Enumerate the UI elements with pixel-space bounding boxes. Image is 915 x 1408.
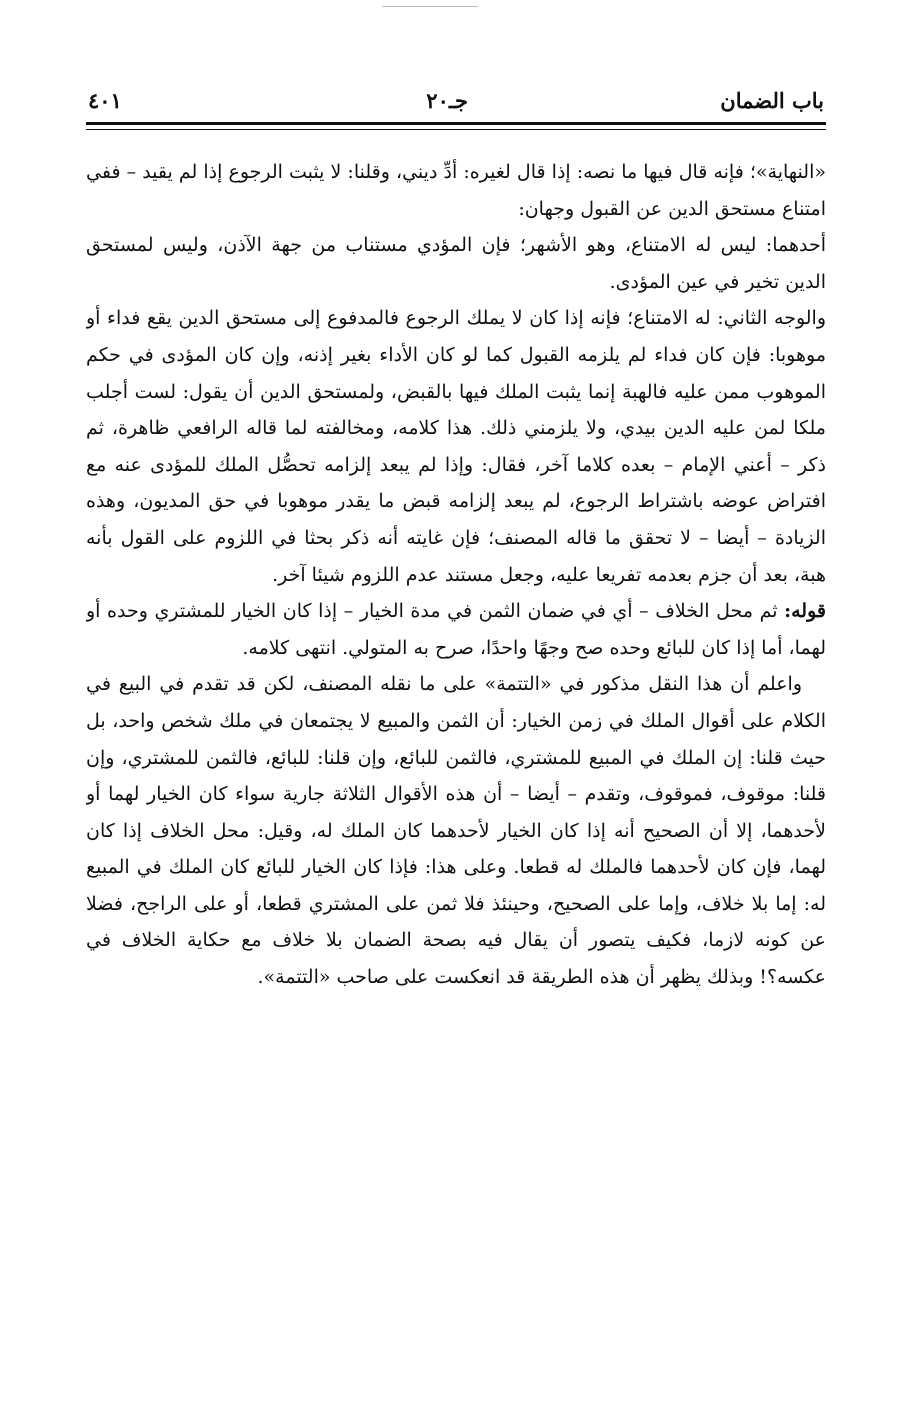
paragraph-1 xyxy=(86,154,826,227)
paragraph-4-text: ثم محل الخلاف – أي في ضمان الثمن في مدة الخيار – إذا كان الخيار للمشتري وحده أو لهما، أما إذا كان للبائع وحده صح وجهًا واحدًا، صرح به المتولي. انتهى كلامه. xyxy=(86,600,826,659)
header-rule-thin xyxy=(86,129,826,130)
paragraph-3-text: والوجه الثاني: له الامتناع؛ فإنه إذا كان لا يملك الرجوع فالمدفوع إلى مستحق الدين يقع فداء أو موهوبا: فإن كان فداء لم يلزمه القبول كما لو كان الأداء بغير إذنه، وإن كان المؤدى في حكم الموهوب ممن عليه فالهبة إنما يثبت الملك فيها بالقبض، ولمستحق الدين أن يقول: لست أجلب ملكا لمن عليه الدين بيدي، ولا يلزمني ذلك. هذا كلامه، ومخالفته لما قاله الرافعي ظاهرة، ثم ذكر – أعني الإمام – بعده كلاما آخر، فقال: وإذا لم يبعد إلزامه تحصُّل الملك للمؤدى عنه مع افتراض عوضه باشتراط الرجوع، لم يبعد إلزامه قبض ما يقدر موهوبا في حق المديون، وهذه الزيادة – أيضا – لا تحقق ما قاله المصنف؛ فإن غايته أنه ذكر بحثا في اللزوم على القول بأنه هبة، بعد أن جزم بعدمه تفريعا عليه، وجعل مستند عدم اللزوم شيئا آخر. xyxy=(86,307,826,586)
volume-number: جـ٢٠ xyxy=(426,88,468,113)
paragraph-3 xyxy=(86,300,826,593)
paragraph-5 xyxy=(86,666,826,995)
paragraph-1-text: «النهاية»؛ فإنه قال فيها ما نصه: إذا قال لغيره: أدِّ ديني، وقلنا: لا يثبت الرجوع إذا لم يقيد – ففي امتناع مستحق الدين عن القبول وجهان: xyxy=(86,161,826,220)
top-scan-mark xyxy=(382,6,478,7)
paragraph-4-lead: قوله: xyxy=(784,600,826,623)
page-body xyxy=(86,154,826,1334)
page-number: ٤٠١ xyxy=(88,88,122,113)
paragraph-4 xyxy=(86,593,826,666)
paragraph-2 xyxy=(86,227,826,300)
header-rule-thick xyxy=(86,122,826,125)
chapter-title: باب الضمان xyxy=(720,88,824,113)
paragraph-2-text: أحدهما: ليس له الامتناع، وهو الأشهر؛ فإن المؤدي مستناب من جهة الآذن، وليس لمستحق الدين تخير في عين المؤدى. xyxy=(86,234,826,293)
paragraph-5-text: واعلم أن هذا النقل مذكور في «التتمة» على ما نقله المصنف، لكن قد تقدم في البيع في الكلام على أقوال الملك في زمن الخيار: أن الثمن والمبيع لا يجتمعان في ملك شخص واحد، بل حيث قلنا: إن الملك في المبيع للمشتري، فالثمن للبائع، وإن قلنا: للبائع، فالثمن للمشتري، وإن قلنا: موقوف، فموقوف، وتقدم – أيضا – أن هذه الأقوال الثلاثة جارية سواء كان الخيار لهما أو لأحدهما، إلا أن الصحيح أنه إذا كان الخيار لأحدهما كان الملك له، وقيل: محل الخلاف إذا كان لهما، فإن كان لأحدهما فالملك له قطعا. وعلى هذا: فإذا كان الخيار للبائع كان الملك في المبيع له: إما بلا خلاف، وإما على الصحيح، وحينئذ فلا ثمن على المشتري قطعا، أو على الراجح، فضلا عن كونه لازما، فكيف يتصور أن يقال فيه بصحة الضمان بلا خلاف مع حكاية الخلاف في عكسه؟! وبذلك يظهر أن هذه الطريقة قد انعكست على صاحب «التتمة». xyxy=(86,673,826,989)
page-header xyxy=(88,86,824,120)
